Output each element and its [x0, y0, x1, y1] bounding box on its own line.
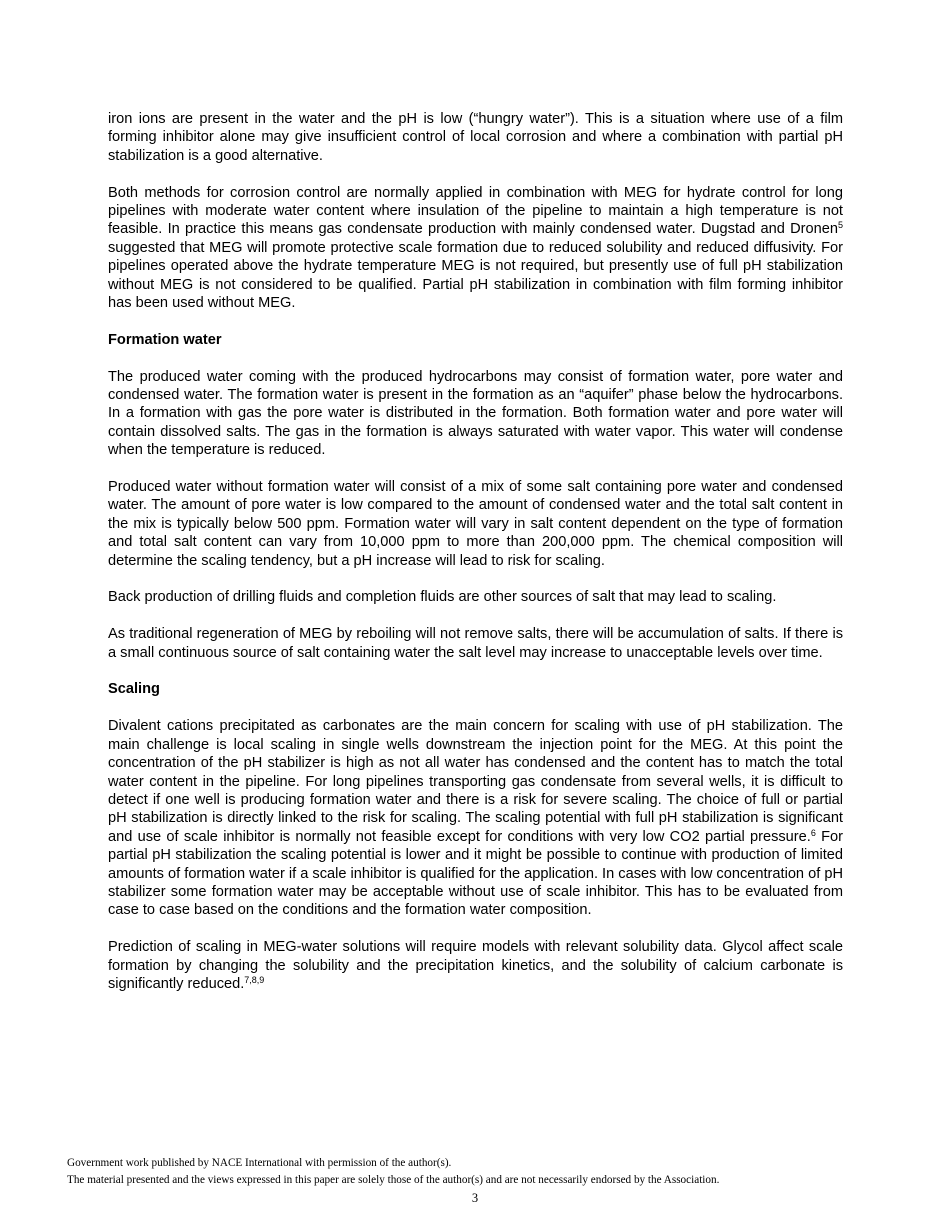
reference-superscript: 7,8,9 — [244, 974, 265, 985]
paragraph-text: Divalent cations precipitated as carbonates are the main concern for scaling with use of pH stabilization. The main challenge is local scaling in single wells downstream the injection point for the MEG. At this point the concentration of the pH stabilizer is high as not all water has condensed and the content has to match the total water content in the pipeline. For long pipelines transporting gas condensate from several wells, it is difficult to detect if one well is producing formation water and there is a risk for severe scaling. The choice of full or partial pH stabilization is directly linked to the risk for scaling. The scaling potential with full pH stabilization is significant and use of scale inhibitor is normally not feasible except for conditions with very low CO2 partial pressure. — [108, 718, 843, 845]
paragraph-divalent-cations — [108, 717, 843, 919]
paragraph-text: Prediction of scaling in MEG-water solutions will require models with relevant solubility data. Glycol affect scale formation by changing the solubility and the precipitation kinetics, and the solubility of calcium carbonate is significantly reduced. — [108, 939, 843, 992]
paragraph-text: For partial pH stabilization the scaling potential is lower and it might be possible to continue with production of limited amounts of formation water if a scale inhibitor is qualified for the application. In cases with low concentration of pH stabilizer some formation water may be acceptable without use of scale inhibitor. This has to be evaluated from case to case based on the conditions and the formation water composition. — [108, 828, 843, 919]
paragraph-back-production: Back production of drilling fluids and completion fluids are other sources of salt that may lead to scaling. — [108, 589, 777, 606]
page-body — [108, 110, 843, 1012]
paragraph-produced-water: The produced water coming with the produced hydrocarbons may consist of formation water, pore water and condensed water. The formation water is present in the formation as an “aquifer” phase below the hydrocarbons. In a formation with gas the pore water is distributed in the formation. Both formation water and pore water will contain dissolved salts. The gas in the formation is always saturated with water vapor. This water will condense when the temperature is reduced. — [108, 368, 843, 459]
section-heading-scaling: Scaling — [108, 681, 160, 698]
paragraph-hungry-water: iron ions are present in the water and the pH is low (“hungry water”). This is a situation where use of a film forming inhibitor alone may give insufficient control of local corrosion and where a combination with partial pH stabilization is a good alternative. — [108, 111, 843, 164]
section-heading-formation-water: Formation water — [108, 331, 222, 348]
footer-permission-note: Government work published by NACE International with permission of the author(s). — [67, 1157, 452, 1169]
paragraph-meg-regeneration: As traditional regeneration of MEG by reboiling will not remove salts, there will be accumulation of salts. If there is a small continuous source of salt containing water the salt level may increase to unacceptable levels over time. — [108, 626, 843, 661]
reference-superscript: 5 — [837, 220, 843, 231]
paragraph-text: Both methods for corrosion control are normally applied in combination with MEG for hydrate control for long pipelines with moderate water content where insulation of the pipeline to maintain a high temperature is not feasible. In practice this means gas condensate production with mainly condensed water. Dugstad and Dronen — [108, 184, 843, 238]
paragraph-corrosion-control-methods — [108, 184, 843, 313]
paragraph-scaling-prediction — [108, 938, 843, 993]
paragraph-text: suggested that MEG will promote protective scale formation due to reduced solubility and reduced diffusivity. For pipelines operated above the hydrate temperature MEG is not required, but presently use of full pH stabilization without MEG is not considered to be qualified. Partial pH stabilization in combination with film forming inhibitor has been used without MEG. — [108, 239, 843, 312]
page-footer — [67, 1155, 887, 1189]
paragraph-salt-content: Produced water without formation water will consist of a mix of some salt containing pore water and condensed water. The amount of pore water is low compared to the amount of condensed water and the total salt content in the mix is typically below 500 ppm. Formation water will vary in salt content dependent on the type of formation and total salt content can vary from 10,000 ppm to more than 200,000 ppm. The chemical composition will determine the scaling tendency, but a pH increase will lead to risk for scaling. — [108, 479, 843, 569]
footer-disclaimer: The material presented and the views expressed in this paper are solely those of the author(s) and are not necessarily endorsed by the Association. — [67, 1174, 720, 1186]
reference-superscript: 6 — [810, 827, 816, 838]
page-number: 3 — [471, 1191, 479, 1205]
